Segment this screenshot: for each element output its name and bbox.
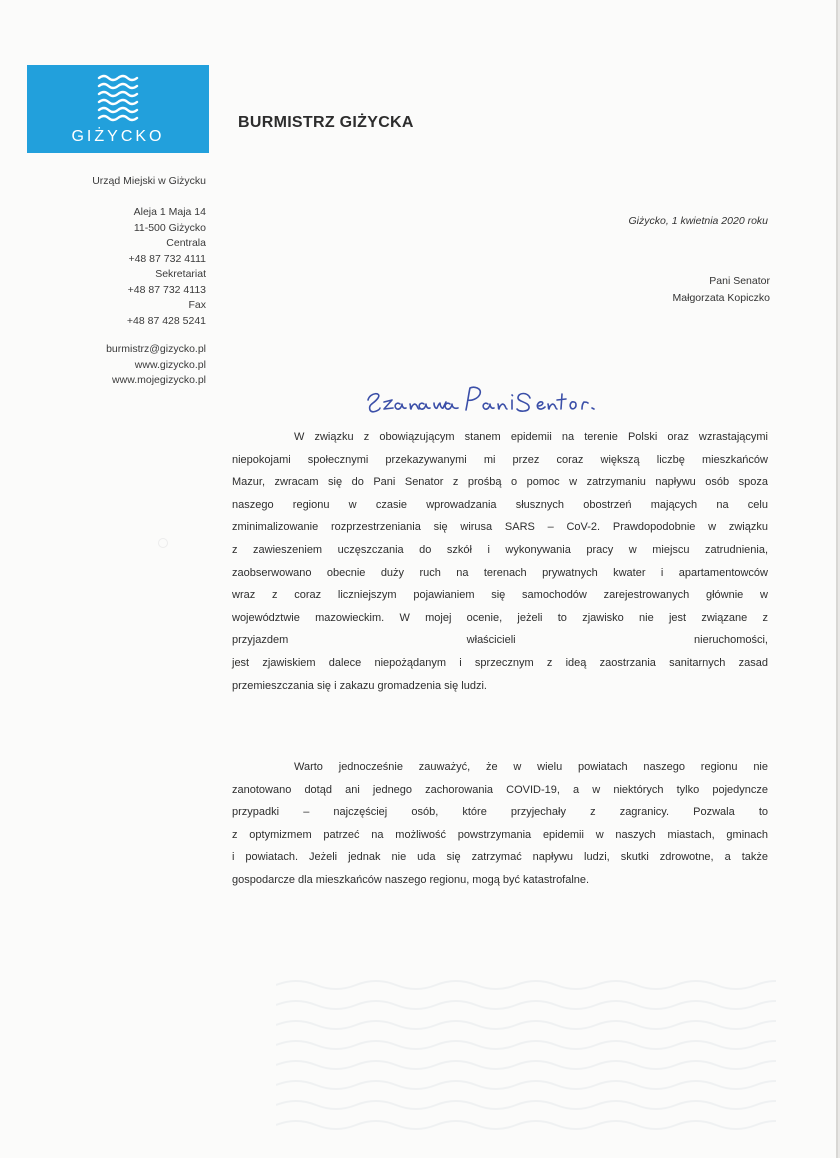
paragraph-line: wraz z coraz liczniejszym pojawianiem się samochodów zarejestrowanych głównie w [232,589,768,602]
address-line: 11-500 Giżycko [133,221,206,234]
gizycko-logo [27,65,209,153]
paragraph-line: gospodarcze dla mieszkańców naszego regionu, mogą być katastrofalne. [232,873,590,886]
website-link[interactable]: www.mojegizycko.pl [112,374,206,386]
paragraph-line: W związku z obowiązującym stanem epidemii na terenie Polski oraz wzrastającymi [294,431,768,443]
paragraph-line: niepokojami społecznymi przekazywanymi mi przez coraz większą liczbę mieszkańców [232,453,768,466]
paragraph-line: Mazur, zwracam się do Pani Senator z prośbą o pomoc w zatrzymaniu napływu osób spoza [232,476,768,489]
paragraph-line: i powiatach. Jeżeli jednak nie uda się zatrzymać napływu ludzi, skutki zdrowotne, a także [232,851,768,864]
paragraph-line: naszego regionu w czasie wprowadzania słusznych obostrzeń mających na celu [232,498,768,511]
waves-logo-icon [97,73,139,123]
address-line: +48 87 732 4113 [127,283,206,296]
paragraph-line: z optymizmem patrzeć na możliwość powstrzymania epidemii w naszych miastach, gminach [232,828,768,841]
address-line: +48 87 428 5241 [126,314,206,327]
paragraph-line: zminimalizowanie rozprzestrzeniania się wirusa SARS – CoV-2. Prawdopodobnie w związku [232,521,768,534]
website-link[interactable]: www.gizycko.pl [134,358,206,371]
sender-address [127,205,206,329]
sender-web [106,342,206,389]
paragraph-line: przemieszczania się i zakazu gromadzenia się ludzi. [232,679,487,692]
address-line: Centrala [166,237,206,249]
handwritten-salutation [362,382,662,418]
wave-watermark [276,975,776,1135]
paragraph-2 [232,756,768,892]
recipient-title: Pani Senator [709,275,770,287]
address-line: Sekretariat [155,268,206,280]
address-line: Aleja 1 Maja 14 [133,206,206,218]
paragraph-1 [232,426,768,697]
paragraph-line: przypadki – najczęściej osób, które przyjechały z zagranicy. Pozwala to [232,806,768,819]
logo-text: GIŻYCKO [71,128,165,145]
paragraph-line: zanotowano dotąd ani jednego zachorowania COVID-19, a w niektórych tylko pojedyncze [232,783,768,796]
address-line: Fax [188,299,206,311]
address-line: +48 87 732 4111 [128,252,206,265]
paragraph-line: przyjazdem właścicieli nieruchomości, [232,634,768,647]
faint-mark [158,538,168,548]
sender-office: Urząd Miejski w Giżycku [92,175,206,187]
paragraph-line: Warto jednocześnie zauważyć, że w wielu powiatach naszego regionu nie [294,761,768,773]
recipient [673,273,770,307]
letterhead-title: BURMISTRZ GIŻYCKA [238,114,414,131]
letter-date: Giżycko, 1 kwietnia 2020 roku [628,215,768,227]
recipient-name: Małgorzata Kopiczko [672,292,770,304]
paragraph-line: z zawieszeniem uczęszczania do szkół i wykonywania pracy w miejscu zatrudnienia, [232,543,768,556]
paragraph-line: województwie mazowieckim. W mojej ocenie, jeżeli to zjawisko nie jest związane z [232,611,768,624]
paragraph-line: zaobserwowano obecnie duży ruch na terenach prywatnych kwater i apartamentowców [232,566,768,579]
paragraph-line: jest zjawiskiem dalece niepożądanym i sprzecznym z ideą zaostrzania sanitarnych zasad [232,656,768,669]
email-link[interactable]: burmistrz@gizycko.pl [106,343,206,355]
